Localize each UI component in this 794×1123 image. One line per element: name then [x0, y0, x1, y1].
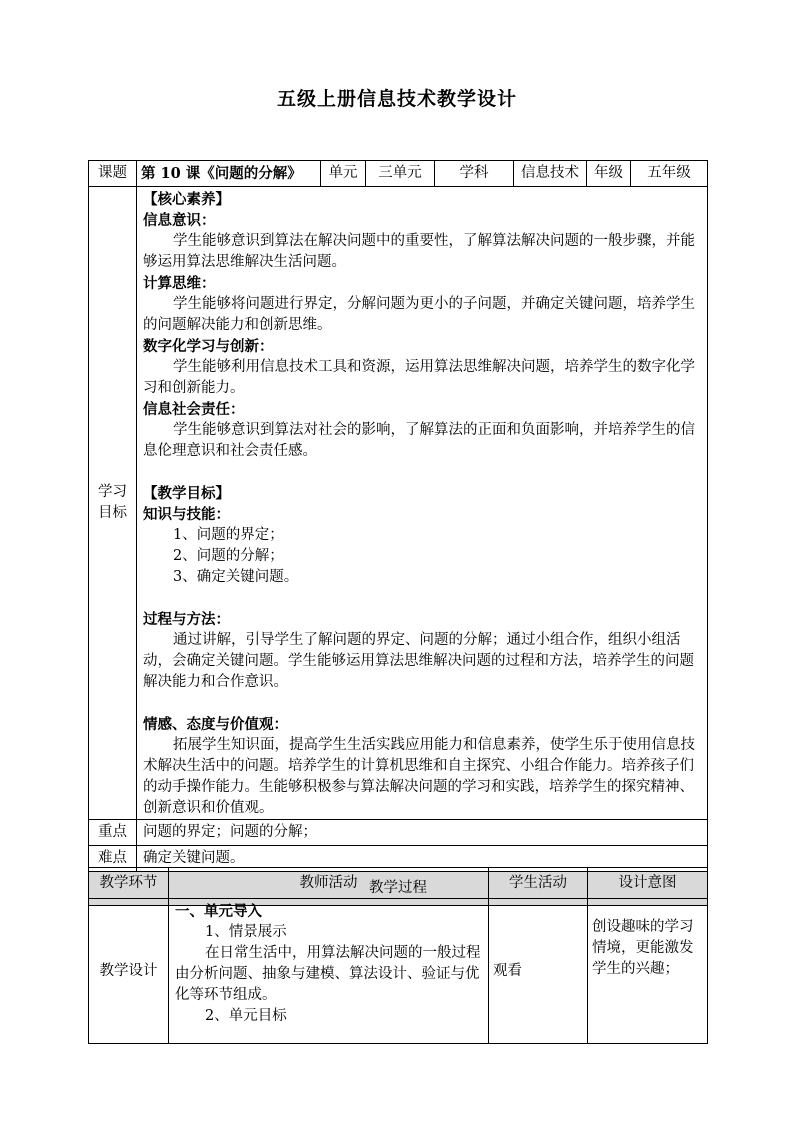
teacher-sub2: 2、单元目标: [205, 1008, 287, 1024]
emotion-text: 拓展学生知识面，提高学生生活实践应用能力和信息素养，使学生乐于使用信息技术解决生活中的问题。培养学生的计算机思维和自主探究、小组合作能力。培养孩子们的动手操作能力。生能够积极参与算法解决问题的学习和实践，培养学生的探究精神、创新意识和价值观。: [143, 737, 695, 816]
spacer: [143, 588, 704, 609]
lesson-info-table: [88, 160, 708, 906]
process-heading: 过程与方法：: [143, 611, 230, 628]
col-intent-header: 设计意图: [588, 868, 708, 899]
unit-label: 单元: [321, 161, 366, 187]
key-points-label: 重点: [89, 820, 137, 846]
objectives-content: [137, 187, 708, 820]
emotion-heading: 情感、态度与价值观：: [143, 716, 288, 733]
comp-thinking-heading: 计算思维：: [143, 275, 216, 292]
header-row: [89, 161, 708, 187]
stage-cell: 教学设计: [89, 899, 169, 1044]
info-awareness-heading: 信息意识：: [143, 212, 216, 229]
difficulty-label: 难点: [89, 846, 137, 872]
process-header: 教学过程: [89, 872, 708, 906]
teacher-sub1: 1、情景展示: [205, 924, 287, 940]
teacher-cell: [169, 899, 489, 1044]
course-value: 第 10 课《问题的分解》: [137, 161, 321, 187]
grade-label: 年级: [587, 161, 631, 187]
objectives-row: [89, 187, 708, 820]
difficulty-value: 确定关键问题。: [137, 846, 708, 872]
key-points-row: [89, 820, 708, 846]
col-teacher-header: 教师活动: [169, 868, 489, 899]
digital-learning-text: 学生能够利用信息技术工具和资源，运用算法思维解决问题，培养学生的数字化学习和创新能力。: [143, 359, 695, 396]
objectives-label: [89, 187, 137, 820]
knowledge-item: 1、问题的界定；: [173, 527, 284, 543]
key-points-value: 问题的界定；问题的分解；: [137, 820, 708, 846]
social-resp-text: 学生能够意识到算法对社会的影响，了解算法的正面和负面影响，并培养学生的信息伦理意识和社会责任感。: [143, 422, 695, 459]
goals-heading: 【教学目标】: [143, 485, 230, 502]
social-resp-heading: 信息社会责任：: [143, 401, 245, 418]
objectives-label-line2: 目标: [98, 505, 127, 521]
info-awareness-text: 学生能够意识到算法在解决问题中的重要性，了解算法解决问题的一般步骤，并能够运用算法思维解决生活问题。: [143, 233, 695, 270]
unit-value: 三单元: [366, 161, 435, 187]
document-title: 五级上册信息技术教学设计: [276, 88, 517, 110]
subject-label: 学科: [435, 161, 514, 187]
grade-value: 五年级: [631, 161, 708, 187]
student-cell: 观看: [489, 899, 588, 1044]
col-student-header: 学生活动: [489, 868, 588, 899]
core-heading: 【核心素养】: [143, 191, 230, 208]
process-table: [88, 867, 708, 1044]
subject-value: 信息技术: [514, 161, 587, 187]
intent-cell: 创设趣味的学习情境，更能激发学生的兴趣；: [588, 899, 708, 1044]
course-label: 课题: [89, 161, 137, 187]
spacer: [143, 693, 704, 714]
teacher-text: 在日常生活中，用算法解决问题的一般过程由分析问题、抽象与建模、算法设计、验证与优化等环节组成。: [175, 945, 481, 1003]
knowledge-heading: 知识与技能：: [143, 506, 230, 523]
comp-thinking-text: 学生能够将问题进行界定，分解问题为更小的子问题，并确定关键问题，培养学生的问题解决能力和创新思维。: [143, 296, 695, 333]
col-stage-header: 教学环节: [89, 868, 169, 899]
teacher-heading: 一、单元导入: [175, 903, 262, 920]
knowledge-item: 2、问题的分解；: [173, 548, 284, 564]
process-table-header: [89, 868, 708, 899]
process-text: 通过讲解，引导学生了解问题的界定、问题的分解；通过小组合作，组织小组活动，会确定关键问题。学生能够运用算法思维解决问题的过程和方法，培养学生的问题解决能力和合作意识。: [143, 632, 694, 690]
knowledge-item: 3、确定关键问题。: [173, 569, 299, 585]
digital-learning-heading: 数字化学习与创新：: [143, 338, 274, 355]
spacer: [143, 462, 704, 483]
objectives-label-line1: 学习: [98, 484, 127, 500]
table-row: [89, 899, 708, 1044]
